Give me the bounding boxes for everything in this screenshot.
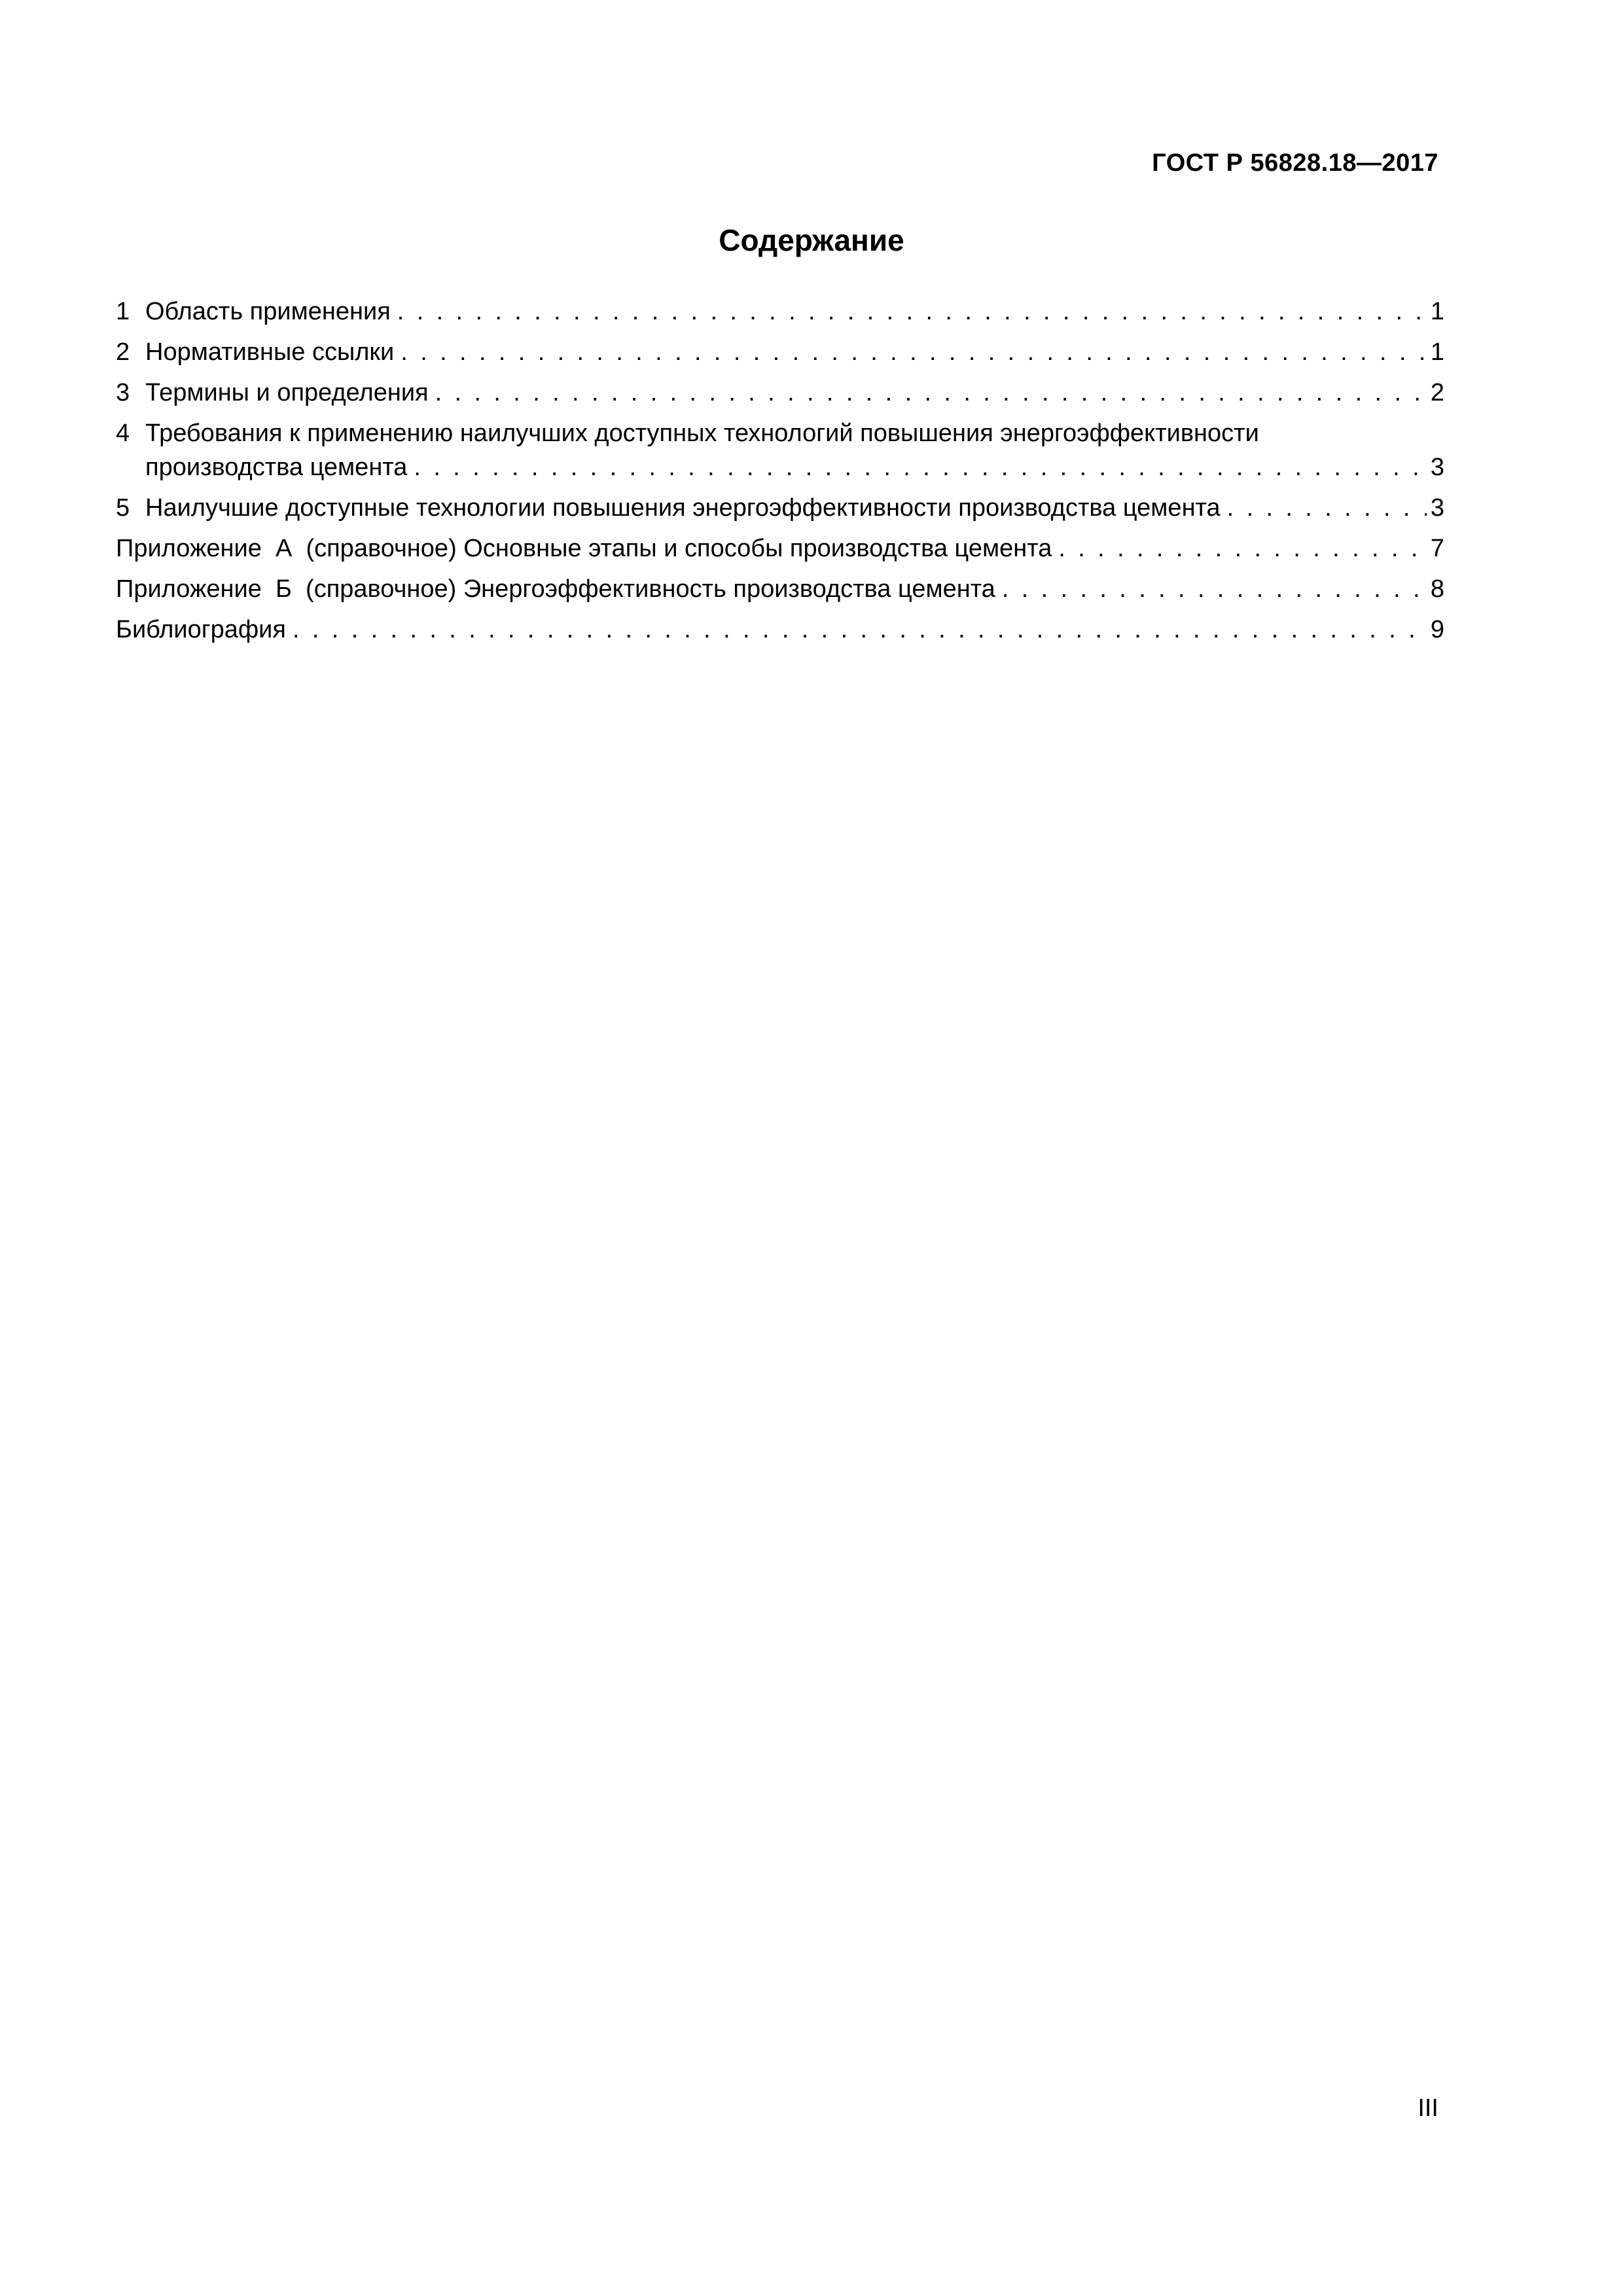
- toc-entry-page: 7: [1430, 535, 1444, 562]
- toc-entry-title: Термины и определения: [145, 379, 429, 406]
- toc-entry-number: 2: [116, 338, 130, 366]
- dot-leader: [401, 335, 1427, 369]
- toc-entry-title: Наилучшие доступные технологии повышения энергоэффективности производства цемента: [145, 494, 1221, 522]
- toc-entry[interactable]: [116, 416, 1444, 484]
- toc-entry-page: 3: [1430, 454, 1444, 481]
- toc-entry-number: 3: [116, 379, 130, 406]
- dot-leader: [435, 376, 1427, 410]
- toc-entry-number: 1: [116, 298, 130, 325]
- toc-entry-number: 4: [116, 420, 130, 447]
- toc-entry-title-line2: производства цемента: [145, 454, 408, 481]
- toc-entry-title: Библиография: [116, 616, 286, 643]
- toc-entry-title: Приложение А (справочное) Основные этапы и способы производства цемента: [116, 535, 1052, 562]
- toc-entry-title: Нормативные ссылки: [145, 338, 395, 366]
- toc-entry-page: 3: [1430, 494, 1444, 522]
- toc-entry-title: Область применения: [145, 298, 391, 325]
- toc-entry-title: Приложение Б (справочное) Энергоэффективность производства цемента: [116, 575, 995, 603]
- toc-entry-number: 5: [116, 494, 130, 522]
- toc-entry-appendix-a[interactable]: [116, 531, 1444, 565]
- toc-entry[interactable]: [116, 376, 1444, 410]
- toc-entry-page: 1: [1430, 338, 1444, 366]
- dot-leader: [397, 295, 1427, 329]
- toc-entry-page: 1: [1430, 298, 1444, 325]
- toc-entry[interactable]: [116, 295, 1444, 329]
- dot-leader: [1058, 531, 1427, 565]
- toc-entry-appendix-b[interactable]: [116, 572, 1444, 606]
- standard-code: ГОСТ Р 56828.18—2017: [1152, 149, 1438, 177]
- toc-entry-page: 9: [1430, 616, 1444, 643]
- toc-entry-page: 2: [1430, 379, 1444, 406]
- dot-leader: [1002, 572, 1427, 606]
- toc-entry[interactable]: [116, 491, 1444, 525]
- toc-title: Содержание: [719, 223, 904, 257]
- toc-entry-bibliography[interactable]: [116, 613, 1444, 647]
- toc-entry-title-line1: Требования к применению наилучших доступных технологий повышения энергоэффективности: [145, 420, 1259, 447]
- page-number: III: [1418, 2094, 1438, 2122]
- table-of-contents: [116, 295, 1444, 647]
- dot-leader: [293, 613, 1427, 647]
- dot-leader: [414, 450, 1426, 484]
- toc-entry-page: 8: [1430, 575, 1444, 603]
- dot-leader: [1227, 491, 1427, 525]
- toc-entry[interactable]: [116, 335, 1444, 369]
